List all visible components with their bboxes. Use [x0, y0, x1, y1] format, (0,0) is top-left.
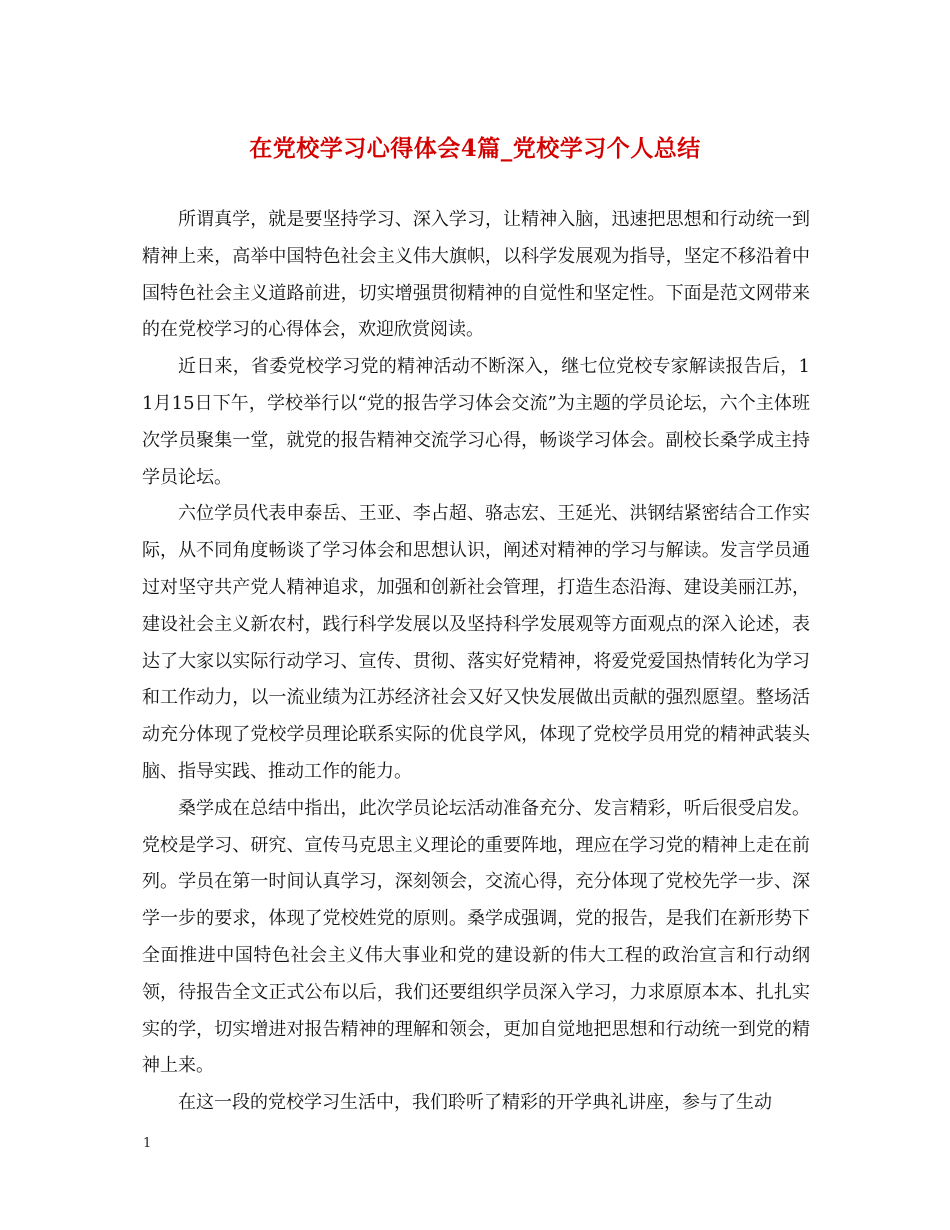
document-title: 在党校学习心得体会4篇_党校学习个人总结	[249, 135, 701, 162]
paragraph-5: 在这一段的党校学习生活中，我们聆听了精彩的开学典礼讲座，参与了生动	[178, 1092, 772, 1114]
document-body	[142, 202, 810, 1122]
page-number: 1	[143, 1136, 152, 1151]
paragraph-2: 近日来，省委党校学习党的精神活动不断深入，继七位党校专家解读报告后，11月15日下午，学校举行以“党的报告学习体会交流”为主题的学员论坛，六个主体班次学员聚集一堂，就党的报告精神交流学习心得，畅谈学习体会。副校长桑学成主持学员论坛。	[142, 356, 810, 488]
paragraph-1: 所谓真学，就是要坚持学习、深入学习，让精神入脑，迅速把思想和行动统一到精神上来，高举中国特色社会主义伟大旗帜，以科学发展观为指导，坚定不移沿着中国特色社会主义道路前进，切实增强贯彻精神的自觉性和坚定性。下面是范文网带来的在党校学习的心得体会，欢迎欣赏阅读。	[142, 209, 810, 341]
paragraph-3: 六位学员代表申泰岳、王亚、李占超、骆志宏、王延光、洪钢结紧密结合工作实际，从不同角度畅谈了学习体会和思想认识，阐述对精神的学习与解读。发言学员通过对坚守共产党人精神追求，加强和创新社会管理，打造生态沿海、建设美丽江苏，建设社会主义新农村，践行科学发展以及坚持科学发展观等方面观点的深入论述，表达了大家以实际行动学习、宣传、贯彻、落实好党精神，将爱党爱国热情转化为学习和工作动力，以一流业绩为江苏经济社会又好又快发展做出贡献的强烈愿望。整场活动充分体现了党校学员理论联系实际的优良学风，体现了党校学员用党的精神武装头脑、指导实践、推动工作的能力。	[142, 503, 810, 782]
paragraph-4: 桑学成在总结中指出，此次学员论坛活动准备充分、发言精彩，听后很受启发。党校是学习、研究、宣传马克思主义理论的重要阵地，理应在学习党的精神上走在前列。学员在第一时间认真学习，深刻领会，交流心得，充分体现了党校先学一步、深学一步的要求，体现了党校姓党的原则。桑学成强调，党的报告，是我们在新形势下全面推进中国特色社会主义伟大事业和党的建设新的伟大工程的政治宣言和行动纲领，待报告全文正式公布以后，我们还要组织学员深入学习，力求原原本本、扎扎实实的学，切实增进对报告精神的理解和领会，更加自觉地把思想和行动统一到党的精神上来。	[142, 797, 810, 1077]
